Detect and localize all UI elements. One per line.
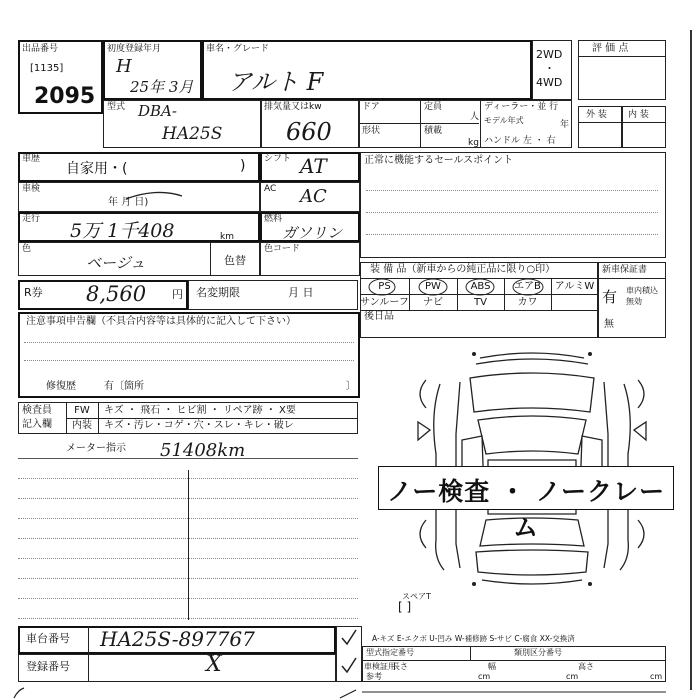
color-label: 色 bbox=[22, 244, 32, 254]
no-claim-stamp-text: ノー検査 ・ ノークレーム bbox=[387, 477, 665, 542]
displacement-value: 660 bbox=[286, 118, 332, 146]
inspection-value: 年 月 日) bbox=[108, 197, 149, 208]
mileage-unit: km bbox=[220, 232, 234, 242]
drive-dot: ・ bbox=[544, 62, 555, 75]
meter-label: メーター指示 bbox=[66, 443, 126, 454]
equip-tv: TV bbox=[474, 297, 487, 308]
year-unit: 年 bbox=[560, 120, 570, 130]
inspector-label-2: 記入欄 bbox=[22, 419, 52, 430]
fw-label: FW bbox=[74, 405, 90, 416]
equip-leather: カワ bbox=[517, 297, 538, 308]
handle-label: ハンドル 左 ・ 右 bbox=[484, 136, 556, 146]
model-year-label: モデル年式 bbox=[484, 116, 524, 125]
aftermarket-label: 後日品 bbox=[364, 311, 394, 322]
ac-label: AC bbox=[264, 184, 277, 194]
interior-check-label: 内装 bbox=[72, 420, 92, 431]
name-grade-label: 車名・グレード bbox=[206, 44, 270, 54]
inspection-strike bbox=[124, 190, 184, 202]
interior-label: 内 装 bbox=[628, 110, 649, 120]
mileage-value: 5万 1千408 bbox=[70, 220, 175, 242]
shift-label: シフト bbox=[264, 154, 292, 164]
reg-date-value: 25年 3月 bbox=[130, 78, 194, 96]
inspector-label-1: 検査員 bbox=[22, 405, 52, 416]
model-value-1: DBA- bbox=[138, 102, 177, 120]
drive-4wd: 4WD bbox=[536, 76, 563, 89]
use-close: ) bbox=[240, 158, 246, 174]
color-code-label: 色コード bbox=[264, 244, 301, 254]
recycle-unit: 円 bbox=[172, 288, 183, 301]
fw-items: キズ ・ 飛石 ・ ヒビ割 ・ リペア跡 ・ X要 bbox=[104, 405, 296, 416]
ref-label: 参考 bbox=[366, 672, 382, 681]
equipment-circles bbox=[360, 278, 598, 298]
rating-label: 評 価 点 bbox=[592, 43, 629, 54]
spare-label: スペアT bbox=[402, 592, 431, 601]
lot-number: 2095 bbox=[34, 84, 96, 109]
fuel-label: 燃料 bbox=[264, 214, 283, 224]
exterior-label: 外 装 bbox=[586, 110, 607, 120]
capacity-unit: 人 bbox=[470, 112, 480, 122]
model-notice-label: 型式指定番号 bbox=[366, 648, 414, 657]
equip-airbag: エアB bbox=[514, 281, 541, 292]
dealer-label: ディーラー・並 行 bbox=[484, 102, 559, 112]
cm-3: cm bbox=[650, 672, 663, 681]
equip-sunroof: サンルーフ bbox=[360, 297, 409, 308]
warranty-label: 新車保証書 bbox=[602, 265, 648, 275]
damage-legend: A-キズ E-エクボ U-凹み W-補修跡 S-サビ C-腐食 XX-交換済 bbox=[372, 634, 575, 643]
check-marks bbox=[336, 626, 362, 682]
use-label: 車歴 bbox=[22, 154, 41, 164]
use-box bbox=[18, 152, 260, 182]
equip-ps: PS bbox=[378, 281, 391, 292]
use-value: 自家用・( bbox=[66, 161, 128, 177]
lot-number-label: 出品番号 bbox=[22, 44, 59, 54]
capacity-label: 定員 bbox=[424, 102, 443, 112]
reg-date-label: 初度登録年月 bbox=[107, 44, 162, 54]
notes-label: 注意事項申告欄（不具合内容等は具体的に記入して下さい） bbox=[26, 316, 296, 327]
height-label: 高さ bbox=[578, 662, 594, 671]
equipment-label: 装 備 品（新車からの純正品に限り○印） bbox=[370, 264, 556, 275]
lot-code: [1135] bbox=[30, 63, 64, 74]
reg-label: 登録番号 bbox=[26, 660, 70, 673]
recycle-label: R券 bbox=[24, 286, 43, 299]
warranty-yes: 有 bbox=[602, 288, 618, 306]
reg-date-era: H bbox=[116, 56, 132, 77]
recycle-value: 8,560 bbox=[86, 282, 147, 306]
equip-pw: PW bbox=[425, 281, 441, 292]
width-label: 幅 bbox=[488, 662, 496, 671]
load-unit: kg bbox=[468, 138, 479, 148]
shift-value: AT bbox=[300, 154, 327, 178]
repair-close: 〕 bbox=[346, 381, 356, 392]
selling-points-label: 正常に機能するセールスポイント bbox=[364, 155, 514, 166]
selling-points-box bbox=[360, 152, 666, 258]
chassis-label: 車台番号 bbox=[26, 632, 70, 645]
cm-2: cm bbox=[566, 672, 579, 681]
load-label: 積載 bbox=[424, 126, 443, 136]
interior-items: キズ・汚レ・コゲ・穴・スレ・キレ・破レ bbox=[104, 420, 294, 431]
color-change-label: 色替 bbox=[224, 254, 246, 267]
displacement-label: 排気量又はkw bbox=[264, 102, 322, 112]
class-label: 類別区分番号 bbox=[514, 648, 562, 657]
model-value-2: HA25S bbox=[162, 124, 223, 144]
warranty-no: 無 bbox=[604, 319, 614, 330]
equip-navi: ナビ bbox=[423, 297, 443, 308]
length-label: 長さ bbox=[392, 662, 408, 671]
chassis-value: HA25S-897767 bbox=[100, 627, 255, 651]
repair-value: 有〔箇所 bbox=[104, 381, 144, 392]
name-grade-value: アルト F bbox=[228, 68, 324, 96]
equip-abs: ABS bbox=[470, 281, 491, 292]
right-edge-line bbox=[690, 30, 692, 690]
name-change-value: 月 日 bbox=[288, 286, 314, 299]
repair-label: 修復歴 bbox=[46, 381, 76, 392]
fuel-value: ガソリン bbox=[282, 224, 343, 242]
name-change-label: 名変期限 bbox=[196, 286, 240, 299]
cert-label: 車検証用 bbox=[364, 662, 396, 671]
reg-value: X bbox=[206, 652, 222, 677]
bottom-edge-marks bbox=[0, 686, 700, 700]
model-label: 型式 bbox=[107, 102, 126, 112]
mileage-label: 走行 bbox=[22, 214, 41, 224]
ac-value: AC bbox=[300, 186, 327, 207]
meter-value: 51408km bbox=[160, 440, 246, 461]
warranty-note: 車内積込無効 bbox=[626, 286, 658, 306]
equip-alloy: アルミW bbox=[554, 281, 595, 292]
shape-label: 形状 bbox=[362, 126, 381, 136]
cm-1: cm bbox=[478, 672, 491, 681]
drive-2wd: 2WD bbox=[536, 48, 563, 61]
spare-brackets: [ ] bbox=[398, 600, 412, 614]
color-value: ベージュ bbox=[86, 254, 146, 272]
inspection-label: 車検 bbox=[22, 184, 41, 194]
doors-label: ドア bbox=[362, 102, 380, 112]
